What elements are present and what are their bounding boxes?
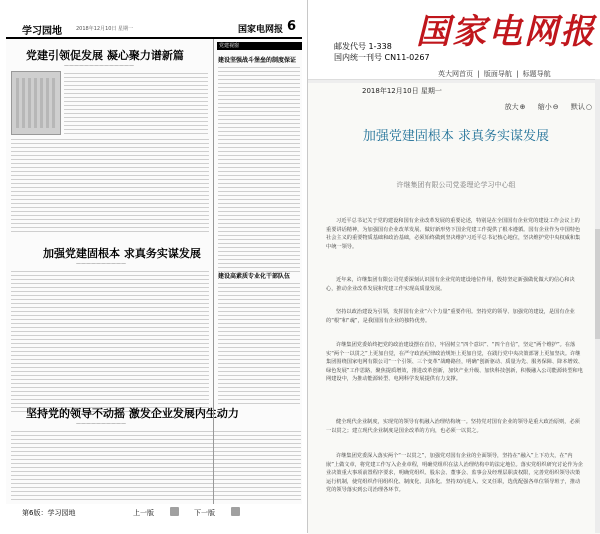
byline-2: —————————— — [76, 261, 126, 267]
issn-line-2: 国内统一刊号 CN11-0267 — [334, 53, 430, 62]
headline-1[interactable]: 党建引领促发展 凝心聚力谱新篇 — [26, 49, 184, 62]
scrollbar[interactable] — [595, 79, 600, 533]
zoom-out-icon: ⊖ — [552, 103, 559, 111]
article-paragraph: 近年来，许继集团有限公司党委深刻认识国有企业党的建设地位作用，殷持坚定新强做优做大的信心和决心，推动企业改革发展和党建工作实现高质量发展。 — [326, 277, 575, 292]
sidebar-title-1[interactable]: 建设坚强战斗堡垒的制度保证 — [218, 57, 297, 64]
next-page-link[interactable]: 下一版 — [194, 509, 215, 517]
default-icon: ○ — [585, 103, 592, 111]
article-photo-1 — [11, 71, 61, 135]
page-label: 第6版：学习园地 — [22, 509, 76, 517]
small-logo: 国家电网报 — [238, 25, 284, 35]
article-paragraph: 健全现代企业制度，实现党的领导有机融入治理结构统一。坚持党对国有企业的领导是重大政治原则，必须一以贯之；建立现代企业制度是国企改革的方向，也必须一以贯之。 — [326, 419, 580, 434]
article-paragraph: 习近平总书记关于党的建设和国有企业改革发展的重要论述，特别是在全国国有企业党的建设工作会议上的重要讲话精神，为加强国有企业改革发展、做好新形势下国企党建工作提供了根本遵循。国有企业作为中国特色社会主义的重要物质基础和政治基础，必须始终做到坚决维护习近平总书记核心地位，坚决维护党中央权威和集中统一领导。 — [326, 218, 581, 250]
sidebar-text-2 — [218, 283, 300, 407]
link-separator: | — [516, 70, 519, 78]
headline-2[interactable]: 加强党建固根本 求真务实谋发展 — [43, 247, 201, 260]
zoom-in-label: 放大 — [504, 103, 519, 111]
zoom-in-icon: ⊕ — [519, 103, 526, 111]
zoom-in-button[interactable] — [500, 103, 526, 111]
article-paragraph: 许继集团党委始终把党的政治建设摆在首位，牢固树立“四个意识”、“四个自信”，坚定“两个维护”。在落实“两个一以贯之”上更加自觉，在严守政治纪律政治规矩上更加自觉，在践行党中央决策部署上更加坚决。许继集团围绕国家电网有限公司“一个引领、三个变革”战略路径，明确“创新驱动、质量为先、服务保障、降本增效、绿色发展”工作思路，聚焦提质增效，推进改革创新，加快产业升级、加快科技创新，积极融入公司能源转型和电网建设中，为推动能源转型、电网科学发展提供有力支撑。 — [326, 342, 584, 382]
link-title-nav[interactable]: 标题导航 — [522, 70, 551, 78]
prev-page-icon[interactable] — [170, 507, 179, 516]
page-image[interactable] — [6, 37, 302, 504]
default-label: 默认 — [570, 103, 585, 111]
issn-line-1: 邮发代号 1-338 — [334, 42, 392, 51]
article-text-2 — [11, 271, 209, 415]
article-text-1b — [11, 139, 209, 235]
sidebar-title-2[interactable]: 建设高素质专业化干部队伍 — [218, 273, 291, 280]
article-paragraph: 许继集团党委深入落实两个“一以贯之”，加强党对国有企业的全面领导，坚持在“融入”上下功夫，在“内嵌”上做文章，将党建工作写入企业章程，明确党组织在法人治理结构中的法定地位。落实党组织研究讨论作为企业决策重大事项前置程序要求，明确党组织、股东会、董事会、监事会及经理层职责权限，完善党组织领导决策运行机制，使党组织作用组织化、制度化、具体化。坚持双向进入、交叉任职，选优配强各单位领导班子，推动党的领导落实到公司治理各环节。 — [326, 453, 583, 493]
date-bar — [308, 84, 600, 96]
sidebar-text-1 — [218, 67, 300, 275]
default-size-button[interactable] — [566, 103, 592, 111]
issue-date: 2018年12月10日 星期一 — [362, 87, 442, 95]
page-header — [6, 21, 302, 37]
zoom-out-button[interactable] — [533, 103, 559, 111]
font-size-toolbar — [495, 102, 592, 112]
page-section-title: 学习园地 — [22, 26, 62, 37]
page-sidebar-column — [213, 39, 302, 504]
byline-1: —————————————— — [64, 63, 134, 69]
page-number: 6 — [287, 19, 297, 34]
link-separator: | — [477, 70, 480, 78]
masthead-links — [438, 69, 553, 79]
article-text-1 — [64, 73, 208, 137]
divider — [308, 80, 600, 83]
newspaper-logo: 国家电网报 — [416, 12, 596, 52]
byline-3: —————————— — [76, 421, 126, 427]
scrollbar-thumb[interactable] — [595, 229, 600, 339]
link-layout-nav[interactable]: 版面导航 — [483, 70, 512, 78]
page-issue-info: 2018年12月10日 星期一 — [76, 26, 134, 32]
link-home[interactable]: 英大网首页 — [438, 70, 473, 78]
prev-page-link[interactable]: 上一版 — [133, 509, 154, 517]
article-author: 许继集团有限公司党委理论学习中心组 — [396, 181, 516, 189]
article-title: 加强党建固根本 求真务实谋发展 — [362, 129, 550, 144]
zoom-out-label: 缩小 — [537, 103, 552, 111]
article-pane — [308, 79, 600, 534]
sidebar-heading: 党建视窗 — [217, 42, 302, 50]
next-page-icon[interactable] — [231, 507, 240, 516]
masthead — [308, 0, 600, 78]
article-paragraph: 坚持以政治建设为引领，发挥国有企业“六个力量”重要作用。坚持党的领导、加强党的建设，是国有企业的“根”和“魂”，是我国国有企业的独特优势。 — [326, 309, 575, 324]
headline-3[interactable]: 坚持党的领导不动摇 激发企业发展内生动力 — [26, 407, 239, 420]
page-footer — [6, 504, 302, 522]
